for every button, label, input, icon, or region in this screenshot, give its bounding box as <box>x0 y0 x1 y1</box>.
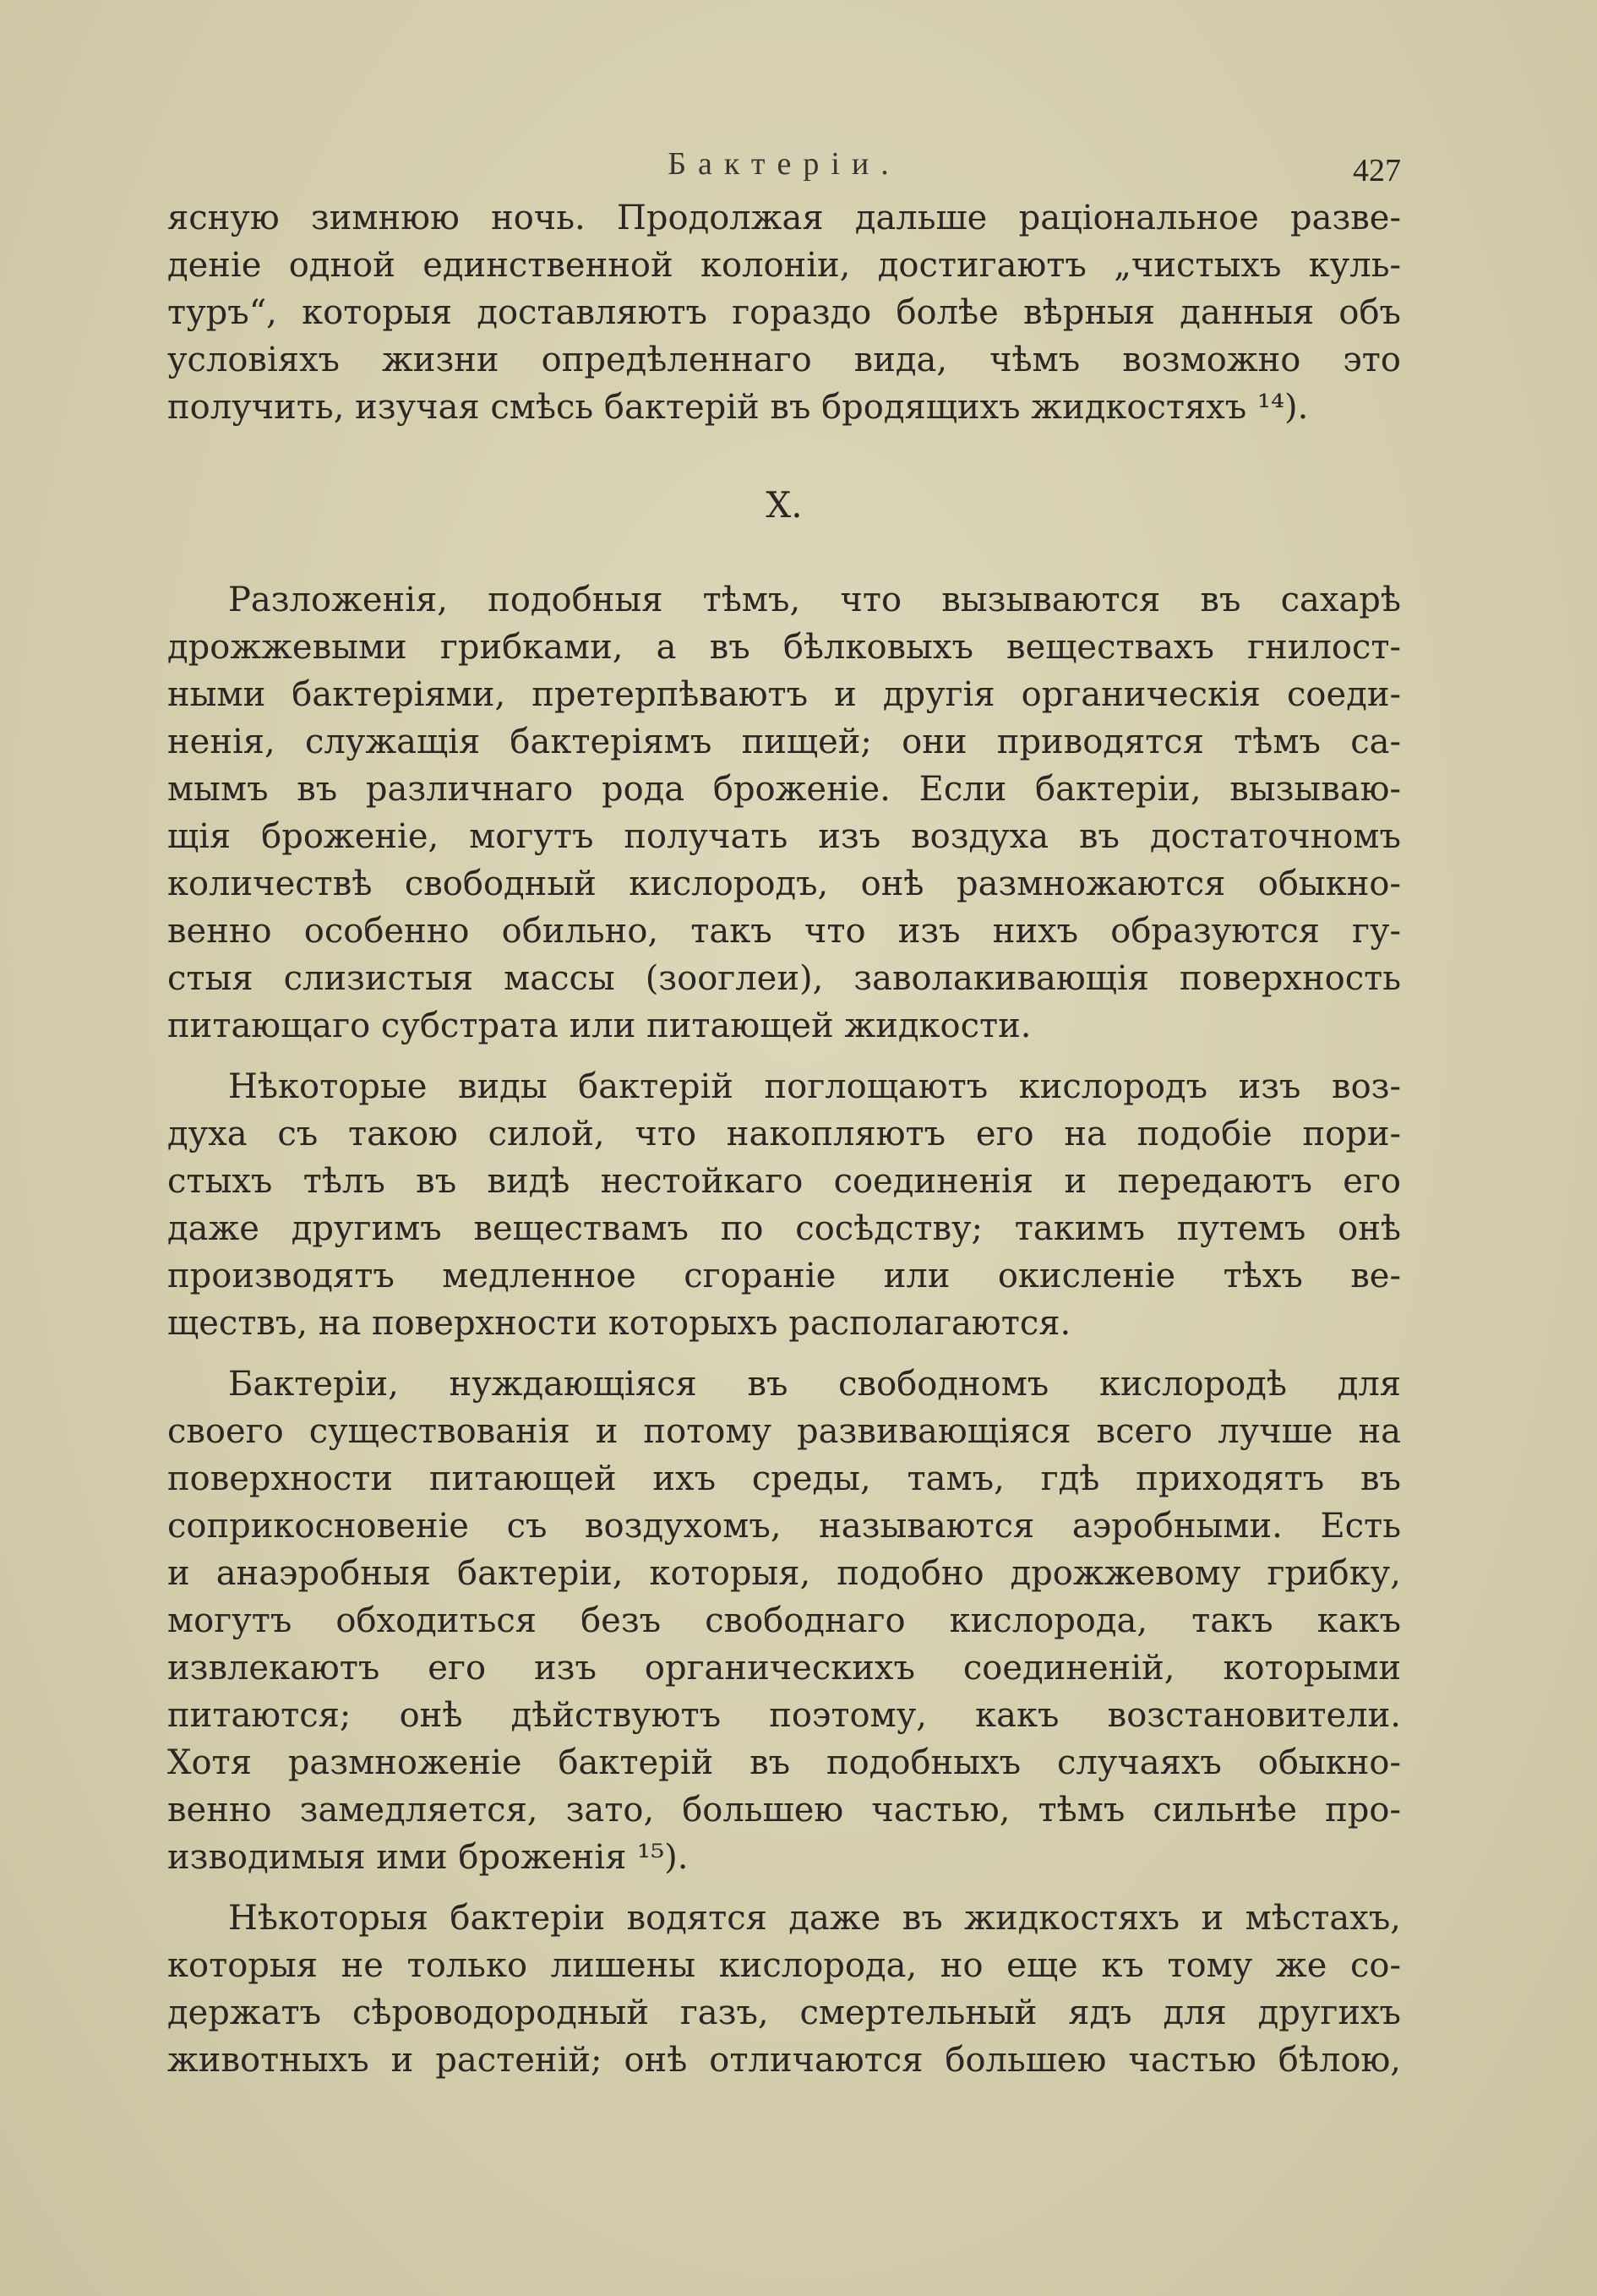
text-line: ненія, служащія бактеріямъ пищей; они приводятся тѣмъ са- <box>167 723 1401 761</box>
text-line: держатъ сѣроводородный газъ, смертельный ядъ для другихъ <box>167 1993 1401 2032</box>
text-line: Хотя размноженіе бактерій въ подобныхъ случаяхъ обыкно- <box>167 1743 1401 1782</box>
body-paragraph-1 <box>167 576 1401 1050</box>
paragraph-gap <box>167 1881 1401 1895</box>
text-line: деніе одной единственной колоніи, достигаютъ „чистыхъ куль- <box>167 246 1401 285</box>
text-line: питаются; онѣ дѣйствуютъ поэтому, какъ возстановители. <box>167 1696 1401 1735</box>
text-line: мымъ въ различнаго рода броженіе. Если бактеріи, вызываю- <box>167 770 1401 809</box>
text-line: Разложенія, подобныя тѣмъ, что вызываются въ сахарѣ <box>228 581 1401 619</box>
running-head <box>167 135 1401 194</box>
text-line: питающаго субстрата или питающей жидкости. <box>167 1006 1032 1045</box>
text-line: извлекаютъ его изъ органическихъ соединеній, которыми <box>167 1649 1401 1688</box>
text-line: туръ“, которыя доставляютъ гораздо болѣе вѣрныя данныя объ <box>167 293 1401 332</box>
text-line: Нѣкоторыя бактеріи водятся даже въ жидкостяхъ и мѣстахъ, <box>228 1899 1401 1938</box>
text-line: духа съ такою силой, что накопляютъ его на подобіе пори- <box>167 1115 1401 1153</box>
text-line: своего существованія и потому развивающіяся всего лучше на <box>167 1412 1401 1451</box>
body-paragraph-4 <box>167 1895 1401 2084</box>
text-line: соприкосновеніе съ воздухомъ, называются аэробными. Есть <box>167 1507 1401 1546</box>
text-line: получить, изучая смѣсь бактерій въ бродящихъ жидкостяхъ ¹⁴). <box>167 388 1309 427</box>
text-line: стыя слизистыя массы (зооглеи), заволакивающія поверхность <box>167 959 1401 998</box>
text-line: даже другимъ веществамъ по сосѣдству; такимъ путемъ онѣ <box>167 1209 1401 1248</box>
text-line: венно замедляется, зато, большею частью, тѣмъ сильнѣе про- <box>167 1791 1401 1830</box>
text-line: и анаэробныя бактеріи, которыя, подобно дрожжевому грибку, <box>167 1554 1401 1593</box>
text-line: Бактеріи, нуждающіяся въ свободномъ кислородѣ для <box>228 1365 1401 1404</box>
text-line: могутъ обходиться безъ свободнаго кислорода, такъ какъ <box>167 1601 1401 1640</box>
paragraph-gap <box>167 1050 1401 1063</box>
text-line: изводимыя ими броженія ¹⁵). <box>167 1838 689 1877</box>
text-line: количествѣ свободный кислородъ, онѣ размножаются обыкно- <box>167 864 1401 903</box>
running-title: Бактеріи. <box>668 146 901 182</box>
text-line: ными бактеріями, претерпѣваютъ и другія органическія соеди- <box>167 675 1401 714</box>
text-line: Нѣкоторые виды бактерій поглощаютъ кислородъ изъ воз- <box>228 1067 1401 1106</box>
book-page <box>167 135 1401 2084</box>
text-line: ществъ, на поверхности которыхъ располагаются. <box>167 1304 1071 1343</box>
text-line: которыя не только лишены кислорода, но еще къ тому же со- <box>167 1946 1401 1985</box>
text-line: щія броженіе, могутъ получать изъ воздуха въ достаточномъ <box>167 817 1401 856</box>
text-line: поверхности питающей ихъ среды, тамъ, гдѣ приходятъ въ <box>167 1459 1401 1498</box>
text-line: условіяхъ жизни опредѣленнаго вида, чѣмъ возможно это <box>167 341 1401 379</box>
text-line: венно особенно обильно, такъ что изъ нихъ образуются гу- <box>167 912 1401 951</box>
body-paragraph-2 <box>167 1063 1401 1347</box>
text-line: стыхъ тѣлъ въ видѣ нестойкаго соединенія и передаютъ его <box>167 1162 1401 1201</box>
text-line: ясную зимнюю ночь. Продолжая дальше раціональное разве- <box>167 199 1401 237</box>
text-line: производятъ медленное сгораніе или окисленіе тѣхъ ве- <box>167 1257 1401 1295</box>
text-line: животныхъ и растеній; онѣ отличаются большею частью бѣлою, <box>167 2041 1401 2080</box>
paragraph-gap <box>167 1347 1401 1361</box>
section-heading: X. <box>766 484 803 526</box>
intro-paragraph <box>167 194 1401 431</box>
page-number: 427 <box>1353 153 1401 188</box>
body-paragraph-3 <box>167 1361 1401 1881</box>
text-line: дрожжевыми грибками, а въ бѣлковыхъ веществахъ гнилост- <box>167 628 1401 667</box>
